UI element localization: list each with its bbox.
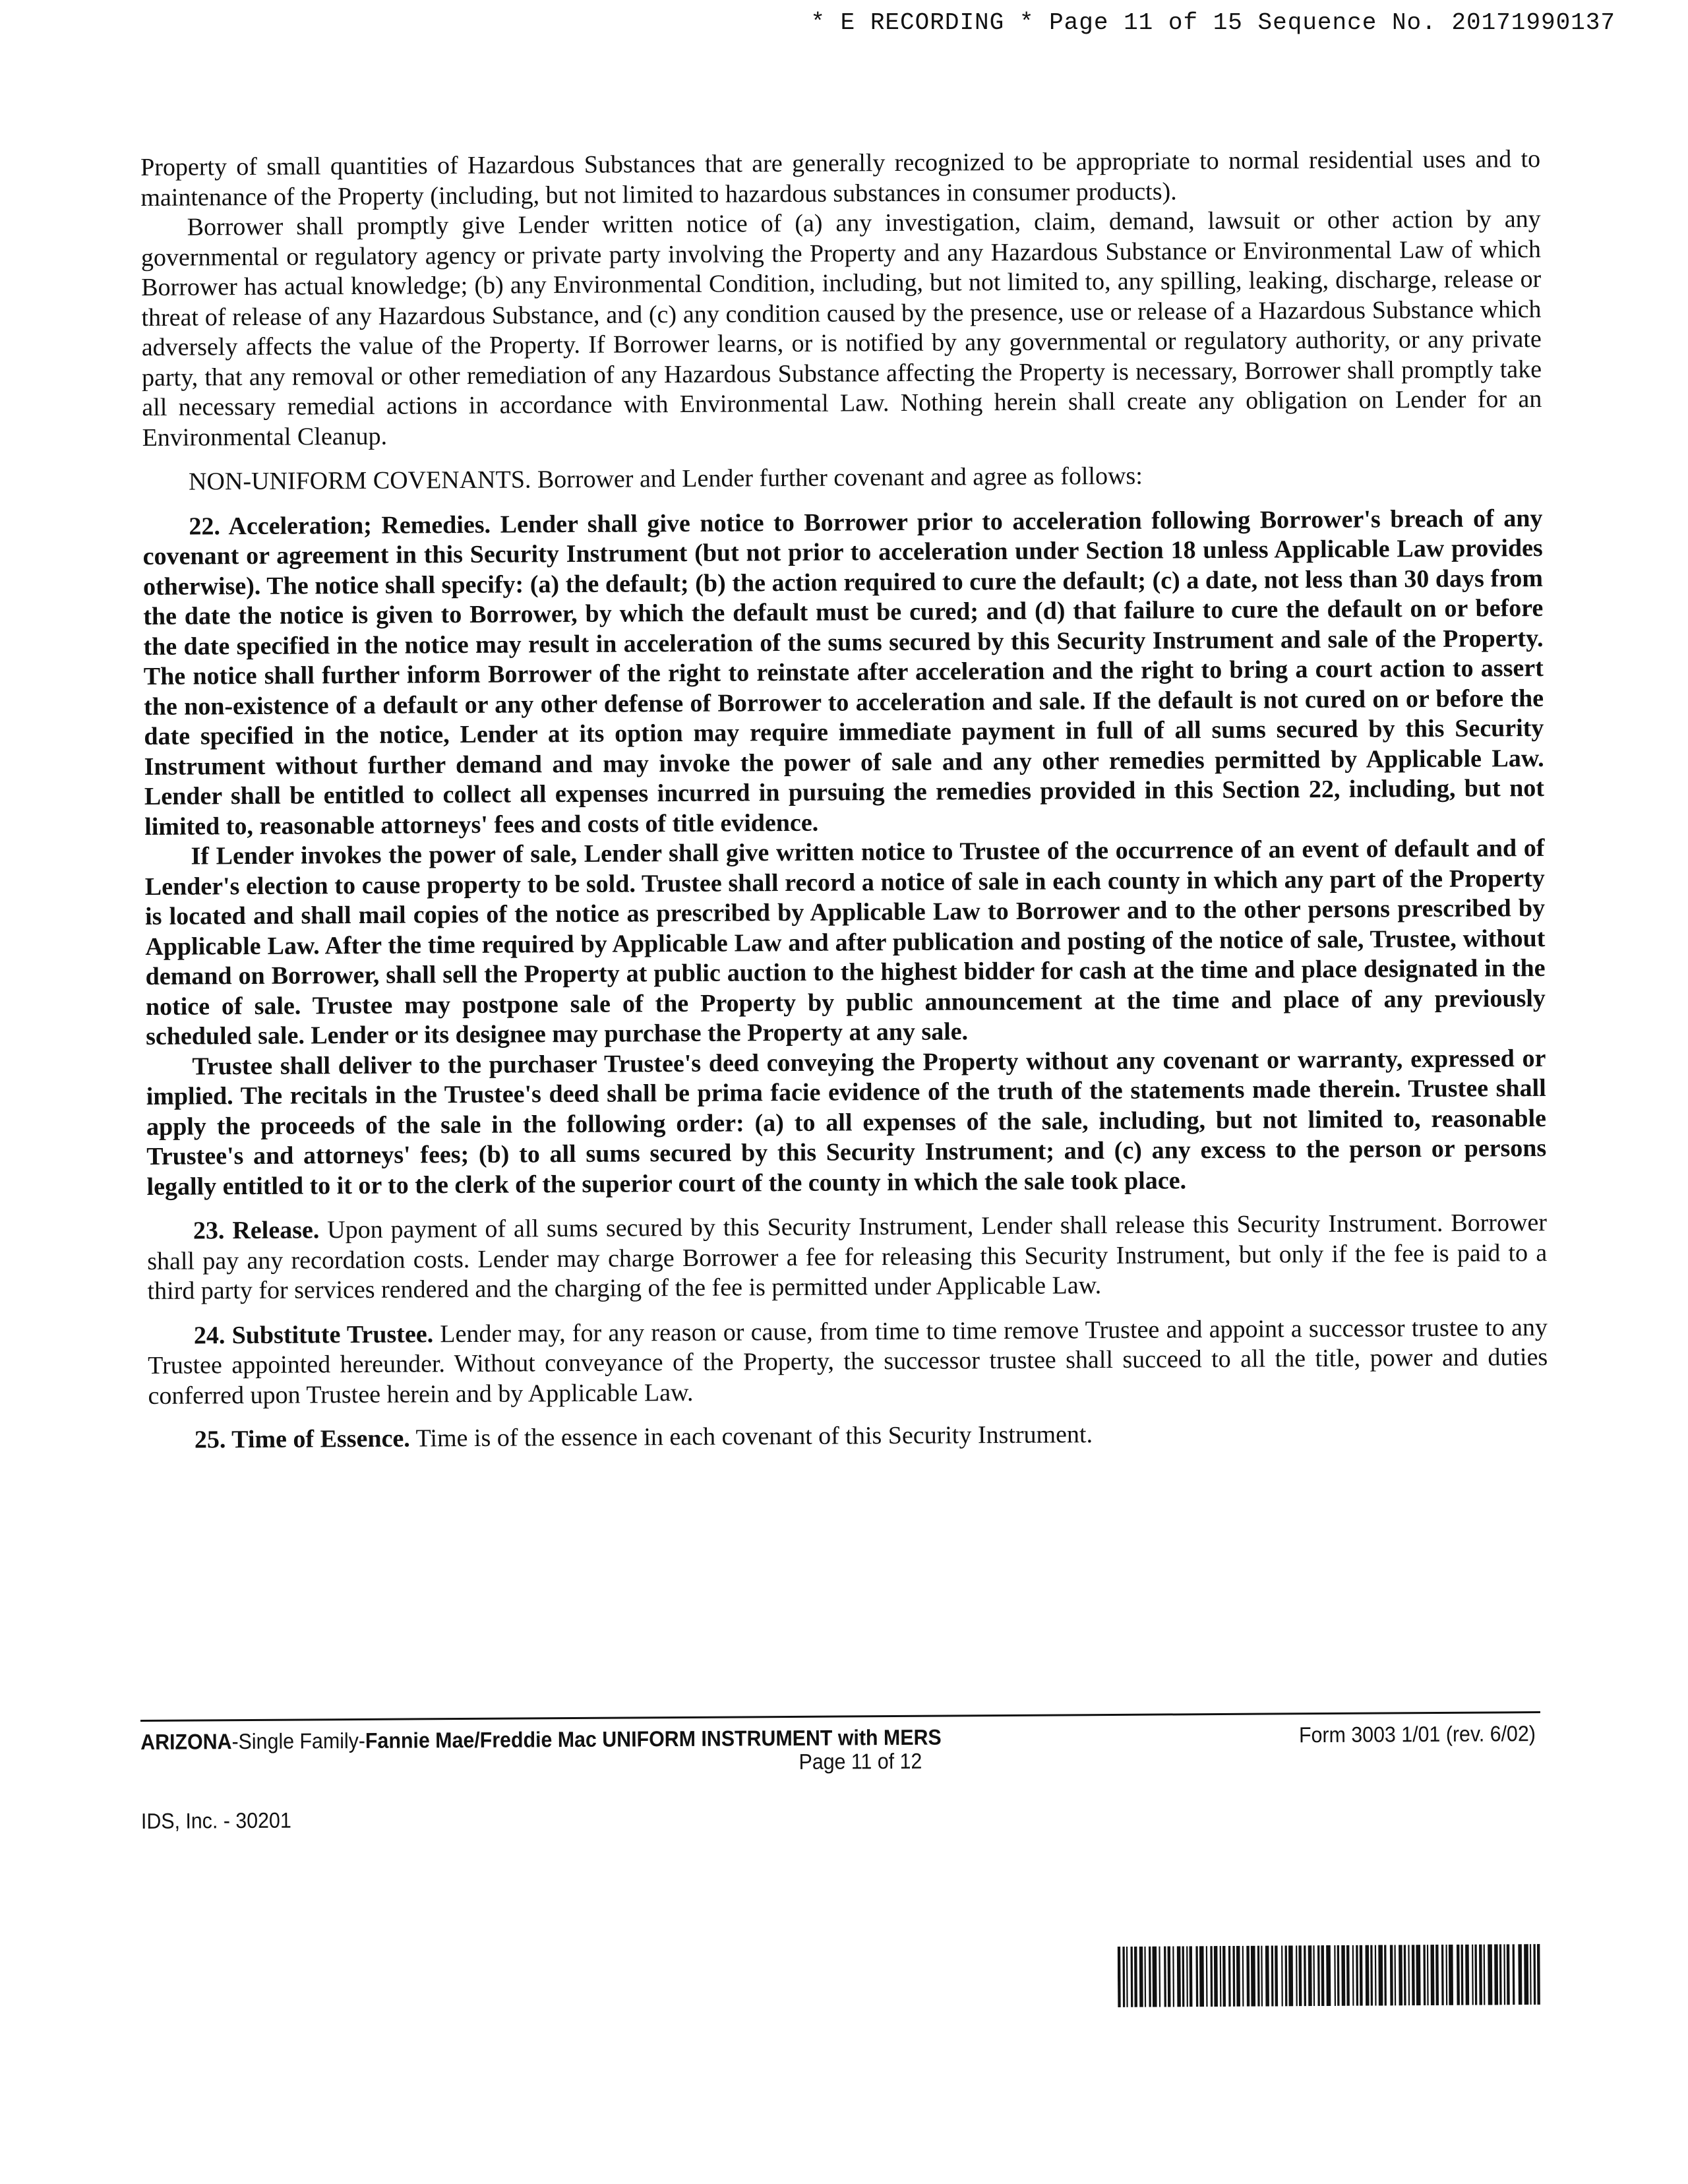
form-state: ARIZONA [140,1729,232,1754]
barcode-bar [1465,1945,1469,2005]
paragraph-non-uniform-covenants: NON-UNIFORM COVENANTS. Borrower and Lender further covenant and agree as follows: [188,462,1143,496]
section-24-heading: 24. Substitute Trustee. [193,1320,434,1350]
barcode-bar [1416,1945,1420,2005]
barcode-bar [1423,1945,1426,2005]
barcode-bar [1149,1947,1151,2007]
barcode-bar [1190,1946,1193,2007]
barcode-image [1118,1944,1544,2007]
barcode-bar [1144,1947,1146,2007]
form-separator: -Single Family- [231,1728,366,1754]
paragraph-hazardous-continued: Property of small quantities of Hazardous Substances that are generally recognized to be appropriate to normal residential uses and to maintenance of the Property (including, but not limited to hazardous substances in consumer products). [140,145,1541,212]
barcode-bar [1236,1946,1240,2007]
barcode-bar [1394,1945,1396,2005]
form-instrument-title: Fannie Mae/Freddie Mac UNIFORM INSTRUMENT with MERS [365,1724,942,1753]
barcode-bar [1199,1946,1204,2007]
barcode-bar [1195,1946,1198,2007]
barcode-bar [1131,1947,1133,2007]
barcode-bar [1321,1945,1324,2006]
barcode-bar [1435,1945,1439,2005]
barcode-bar [1430,1945,1434,2005]
barcode-bar [1152,1947,1157,2007]
barcode-bar [1524,1944,1528,2005]
barcode-bar [1503,1944,1505,2005]
barcode-bar [1412,1945,1415,2005]
barcode-bar [1177,1946,1181,2007]
barcode-bar [1118,1947,1121,2007]
barcode-bar [1122,1947,1125,2007]
page-number: Page 11 of 12 [799,1748,922,1774]
barcode-bar [1375,1945,1377,2006]
barcode-bar [1126,1947,1128,2007]
barcode-bar [1275,1945,1278,2006]
barcode-bar [1172,1946,1174,2007]
barcode-bar [1265,1946,1269,2007]
barcode-bar [1461,1945,1464,2005]
paragraph-trustee-deed: Trustee shall deliver to the purchaser Trustee's deed conveying the Property without any covenant or warranty, expressed or implied. The recitals in the Trustee's deed shall be prima facie evidence of the truth of the statements made therein. Trustee shall apply the proceeds of the sale in the following order: (a) to all expenses of the sale, including, but not limited to, reasonable Trustee's and attorneys' fees; (b) to all sums secured by this Security Instrument; and (c) any excess to the person or persons legally entitled to it or to the clerk of the superior court of the county in which the sale took place. [146,1044,1547,1201]
barcode-bar [1214,1946,1218,2007]
section-24-substitute-trustee [148,1312,1548,1410]
barcode-bar [1210,1946,1213,2007]
barcode-bar [1408,1945,1410,2005]
barcode-bar [1472,1945,1474,2005]
section-25-time-of-essence [148,1417,1548,1455]
footer-divider [140,1711,1540,1722]
document-body [140,144,1548,1455]
paragraph-power-of-sale: If Lender invokes the power of sale, Lender shall give written notice to Trustee of the occurrence of an event of default and of Lender's election to cause property to be sold. Trustee shall record a notice of sale in each county in which any part of the Property is located and shall mail copies of the notice as prescribed by Applicable Law to Borrower and to the other persons prescribed by Applicable Law. After the time required by Applicable Law and after publication and posting of the notice of sale, Trustee, without demand on Borrower, shall sell the Property at public auction to the highest bidder for cash at the time and place designated in the notice of sale. Trustee may postpone sale of the Property by public announcement at the time and place of any previously scheduled sale. Lender or its designee may purchase the Property at any sale. [144,834,1546,1050]
barcode-bar [1530,1944,1532,2005]
barcode-bar [1246,1946,1250,2007]
barcode-bar [1296,1945,1298,2006]
section-23-heading: 23. Release. [193,1216,320,1245]
barcode-bar [1257,1946,1260,2007]
barcode-bar [1220,1946,1222,2007]
barcode-bar [1228,1946,1231,2007]
barcode-bar [1445,1945,1447,2005]
barcode-bar [1352,1945,1354,2006]
barcode-bar [1518,1944,1522,2005]
barcode-bar [1533,1944,1536,2005]
barcode-bar [1366,1945,1370,2006]
barcode-bar [1474,1945,1477,2005]
vendor-code: IDS, Inc. - 30201 [140,1807,291,1833]
barcode-bar [1488,1945,1492,2005]
barcode-bar [1313,1945,1315,2006]
section-23-release [147,1208,1548,1306]
barcode-bar [1251,1946,1255,2007]
barcode-bar [1164,1947,1166,2007]
barcode-bar [1370,1945,1373,2006]
barcode-bar [1337,1945,1340,2006]
barcode-bar [1346,1945,1350,2006]
barcode-bar [1513,1944,1515,2005]
barcode-bar [1390,1945,1393,2005]
barcode-bar [1271,1946,1274,2007]
barcode-bar [1326,1945,1331,2006]
barcode-bar [1399,1945,1402,2005]
barcode-bar [1360,1945,1363,2006]
barcode-bar [1404,1945,1406,2005]
barcode-bar [1494,1944,1498,2005]
barcode-bar [1281,1945,1283,2006]
barcode-bar [1242,1946,1244,2007]
barcode-bar [1441,1945,1444,2005]
barcode-bar [1222,1946,1226,2007]
barcode-bar [1288,1945,1293,2006]
barcode-bar [1186,1946,1188,2007]
paragraph-borrower-notice: Borrower shall promptly give Lender written notice of (a) any investigation, claim, demand, lawsuit or other action by any governmental or regulatory agency or private party involving the Property and any Hazardous Substance or Environmental Law of which Borrower has actual knowledge; (b) any Environmental Condition, including, but not limited to, any spilling, leaking, discharge, release or threat of release of any Hazardous Substance, and (c) any condition caused by the presence, use or release of a Hazardous Substance which adversely affects the value of the Property. If Borrower learns, or is notified by any governmental or regulatory authority, or any private party, that any removal or other remediation of any Hazardous Substance affecting the Property is necessary, Borrower shall promptly take all necessary remedial actions in accordance with Environmental Law. Nothing herein shall create any obligation on Lender for an Environmental Cleanup. [140,205,1542,452]
barcode-bar [1139,1947,1143,2007]
barcode-bar [1285,1945,1288,2006]
barcode-bar [1484,1945,1486,2005]
section-22-acceleration-remedies: 22. Acceleration; Remedies. Lender shall give notice to Borrower prior to acceleration following Borrower's breach of any covenant or agreement in this Security Instrument (but not prior to acceleration under Section 18 unless Applicable Law provides otherwise). The notice shall specify: (a) the default; (b) the action required to cure the default; (c) a date, not less than 30 days from the date the notice is given to Borrower, by which the default must be cured; and (d) that failure to cure the default on or before the date specified in the notice may result in acceleration of the sums secured by this Security Instrument and sale of the Property. The notice shall further inform Borrower of the right to reinstate after acceleration and the right to bring a court action to assert the non-existence of a default or any other defense of Borrower to acceleration and sale. If the default is not cured on or before the date specified in the notice, Lender at its option may require immediate payment in full of all sums secured by this Security Instrument without further demand and may invoke the power of sale and any other remedies permitted by Applicable Law. Lender shall be entitled to collect all expenses incurred in pursuing the remedies provided in this Section 22, including, but not limited to, reasonable attorneys' fees and costs of title evidence. [142,504,1545,841]
barcode-bar [1449,1945,1453,2005]
barcode-bar [1317,1945,1320,2006]
barcode-bar [1261,1946,1263,2007]
section-24-text: Lender may, for any reason or cause, from time to time remove Trustee and appoint a successor trustee to any Trustee appointed hereunder. Without conveyance of the Property, the successor trustee shall succeed to all the title, power and duties conferred upon Trustee herein and by Applicable Law. [148,1313,1548,1410]
barcode-bar [1308,1945,1312,2006]
barcode-bar [1298,1945,1302,2006]
barcode-bar [1537,1944,1540,2005]
section-25-heading: 25. Time of Essence. [194,1424,410,1454]
barcode-bar [1341,1945,1345,2006]
page-footer [140,1711,1541,1834]
barcode-bar [1384,1945,1387,2005]
form-number: Form 3003 1/01 (rev. 6/02) [1298,1721,1536,1747]
barcode-bar [1378,1945,1383,2006]
barcode-bar [1507,1944,1510,2005]
barcode-bar [1134,1947,1137,2007]
section-23-text: Upon payment of all sums secured by this Security Instrument, Lender shall release this Security Instrument. Borrower shall pay any recordation costs. Lender may charge Borrower a fee for releasing this Security Instrument, but only if the fee is paid to a third party for services rendered and the charging of the fee is permitted under Applicable Law. [147,1209,1548,1305]
barcode-bar [1206,1946,1208,2007]
barcode-bar [1457,1945,1460,2005]
barcode-bar [1304,1945,1306,2006]
barcode-bar [1334,1945,1336,2006]
section-25-text: Time is of the essence in each covenant of this Security Instrument. [409,1420,1093,1453]
barcode-bar [1182,1946,1185,2007]
recording-stamp: * E RECORDING * Page 11 of 15 Sequence No. 20171990137 [810,9,1615,36]
barcode-bar [1356,1945,1358,2006]
barcode-bar [1479,1945,1482,2005]
barcode-bar [1232,1946,1235,2007]
barcode-bar [1159,1947,1160,2007]
barcode-bar [1427,1945,1429,2005]
barcode-bar [1168,1946,1171,2007]
barcode-bar [1499,1944,1502,2005]
